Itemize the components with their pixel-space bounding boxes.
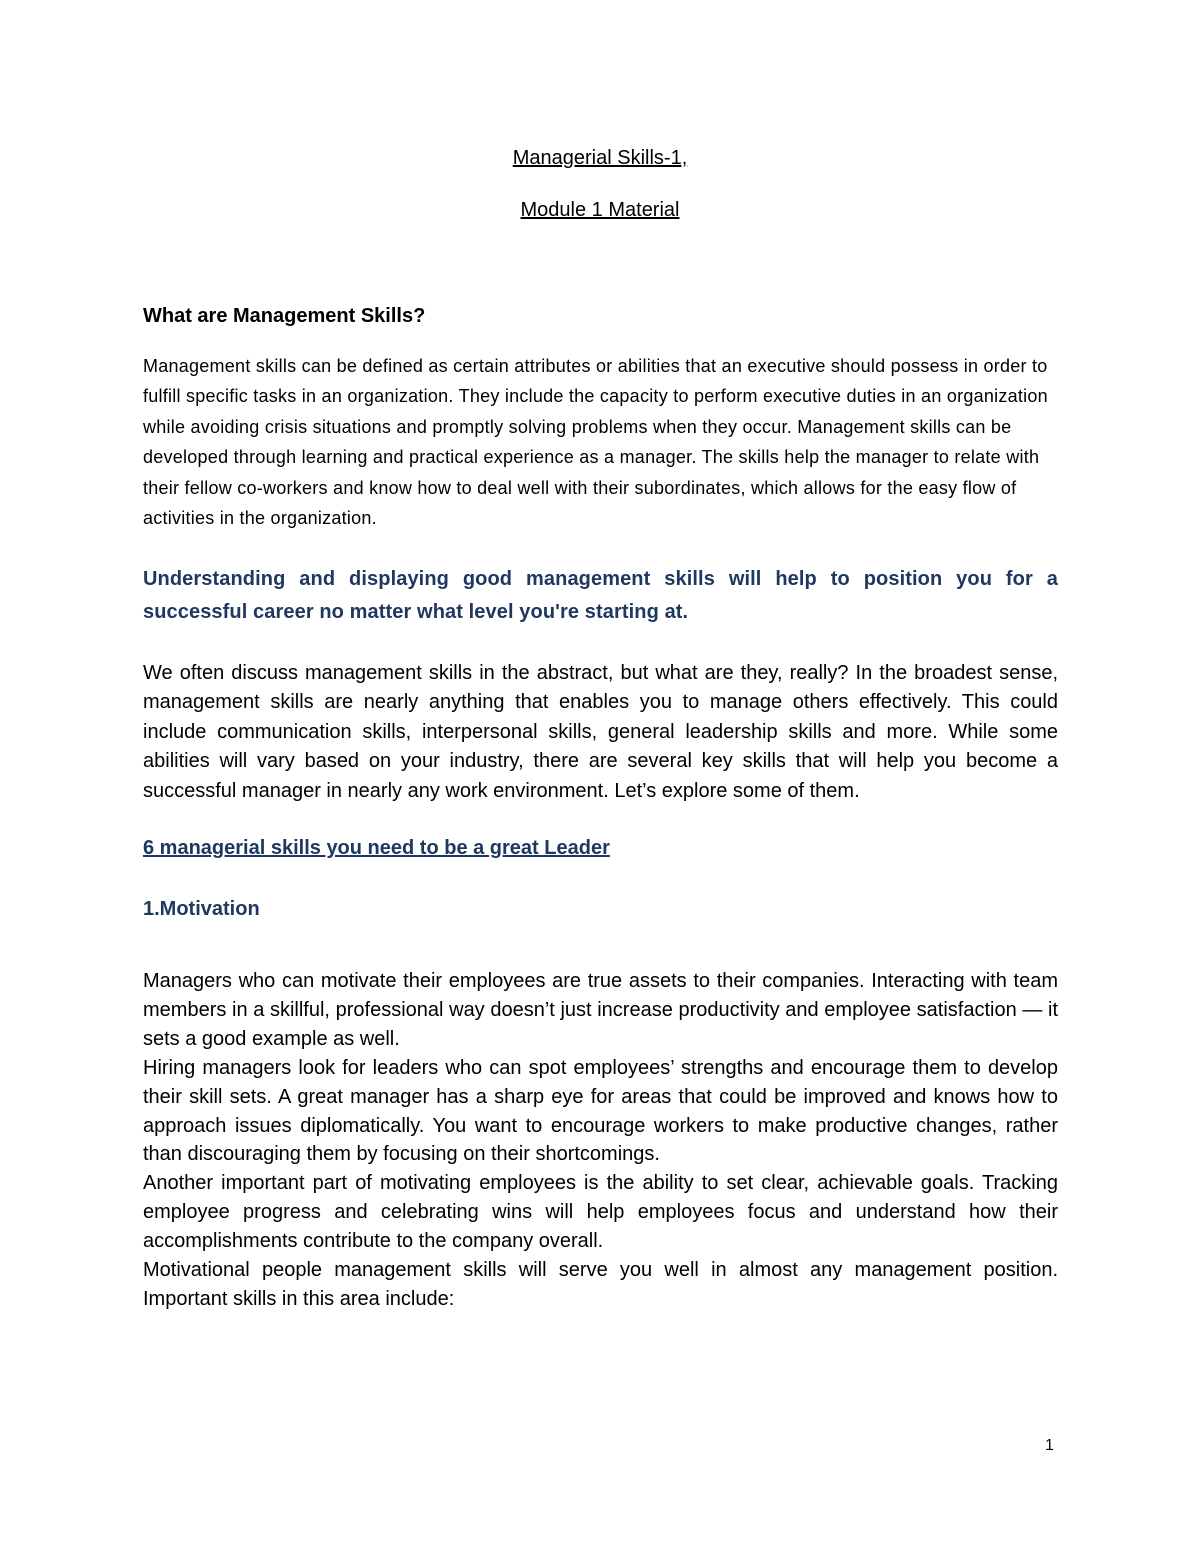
document-subtitle: Module 1 Material bbox=[520, 199, 680, 221]
section-heading-management-skills: What are Management Skills? bbox=[143, 305, 426, 327]
motivation-paragraph-3: Another important part of motivating employees is the ability to set clear, achievable goals. Tracking employee progress and celebrating wins will help employees focus and understand how their accomplishments contribute to the company overall. bbox=[143, 1172, 1058, 1253]
highlight-statement: Understanding and displaying good management skills will help to position you for a successful career no matter what level you're starting at. bbox=[143, 568, 1058, 623]
section-heading-six-skills: 6 managerial skills you need to be a great Leader bbox=[143, 837, 610, 859]
page-number: 1 bbox=[1045, 1437, 1054, 1454]
intro-paragraph: We often discuss management skills in the abstract, but what are they, really? In the broadest sense, management skills are nearly anything that enables you to manage others effectively. This could include communication skills, interpersonal skills, general leadership skills and more. While some abilities will vary based on your industry, there are several key skills that will help you become a successful manager in nearly any work environment. Let’s explore some of them. bbox=[143, 662, 1058, 802]
definition-paragraph: Management skills can be defined as certain attributes or abilities that an executive should possess in order to fulfill specific tasks in an organization. They include the capacity to perform executive duties in an organization while avoiding crisis situations and promptly solving problems when they occur. Management skills can be developed through learning and practical experience as a manager. The skills help the manager to relate with their fellow co-workers and know how to deal well with their subordinates, which allows for the easy flow of activities in the organization. bbox=[143, 356, 1048, 529]
motivation-paragraph-1: Managers who can motivate their employees are true assets to their companies. Interacting with team members in a skillful, professional way doesn’t just increase productivity and employee satisfaction — it sets a good example as well. bbox=[143, 970, 1058, 1050]
document-title: Managerial Skills-1, bbox=[512, 147, 688, 169]
motivation-paragraph-4: Motivational people management skills will serve you well in almost any management position. Important skills in this area include: bbox=[143, 1259, 1058, 1310]
motivation-paragraph-2: Hiring managers look for leaders who can spot employees’ strengths and encourage them to develop their skill sets. A great manager has a sharp eye for areas that could be improved and knows how to approach issues diplomatically. You want to encourage workers to make productive changes, rather than discouraging them by focusing on their shortcomings. bbox=[143, 1056, 1058, 1166]
motivation-body bbox=[143, 967, 1058, 1314]
subheading-motivation: 1.Motivation bbox=[143, 898, 260, 920]
